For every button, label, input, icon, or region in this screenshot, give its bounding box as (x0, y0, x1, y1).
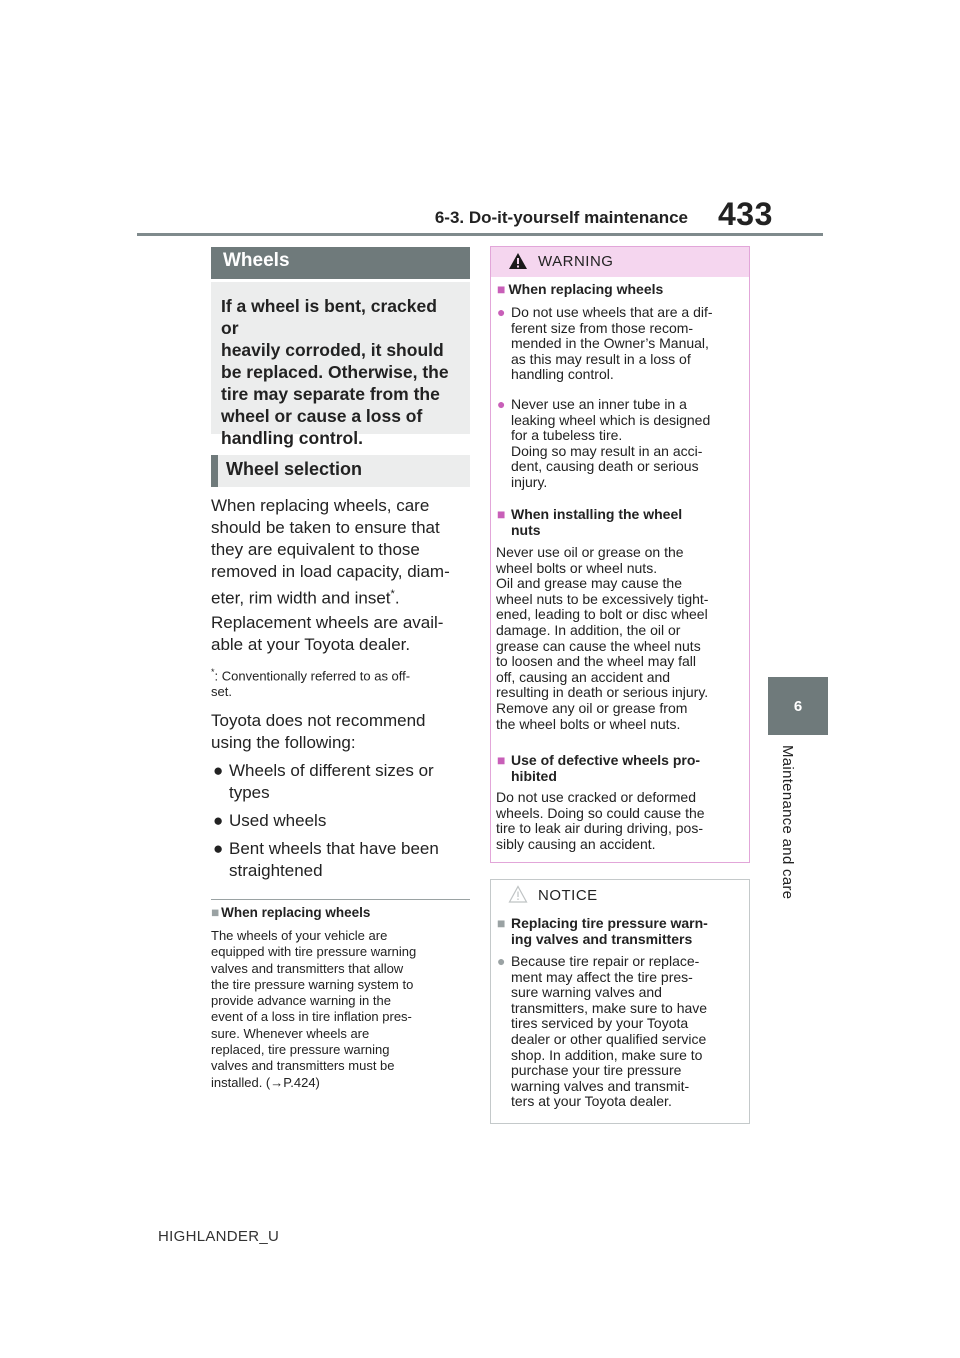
warning-label: WARNING (538, 253, 614, 270)
paragraph-replacing-wheels-end: . (394, 588, 400, 608)
notice-section-heading-text: Replacing tire pressure warn- ing valves and transmitters (511, 915, 708, 947)
bullet-icon: ● (213, 839, 224, 858)
running-header-section: 6-3. Do-it-yourself maintenance (434, 208, 688, 227)
note-divider (211, 899, 470, 900)
notice-label: NOTICE (538, 887, 598, 904)
footnote-reference: * (390, 588, 395, 600)
list-item-text: Used wheels (229, 811, 327, 830)
bullet-icon: ● (497, 953, 506, 969)
paragraph-replacement-dealer: Replacement wheels are avail- able at your Toyota dealer. (211, 613, 444, 654)
notice-triangle-icon (508, 885, 528, 903)
intro-summary: If a wheel is bent, cracked or heavily corroded, it should be replaced. Otherwise, the tire may separate from the wheel or cause a loss of handling control. (211, 282, 470, 434)
bullet-icon: ● (213, 811, 224, 830)
chapter-title: Maintenance and care (779, 745, 796, 900)
footnote-mark: * (211, 667, 215, 677)
square-marker-icon: ■ (497, 506, 506, 522)
paragraph-replacing-wheels (211, 495, 473, 610)
paragraph-replacing-wheels-text: When replacing wheels, care should be taken to ensure that they are equivalent to those removed in load capacity, diam- eter, rim width and inset (211, 496, 450, 608)
warning-section-heading-text: Use of defective wheels pro- hibited (511, 752, 701, 784)
square-marker-icon: ■ (211, 905, 220, 920)
list-item (213, 760, 471, 804)
warning-item-text: Never use an inner tube in a leaking wheel which is designed for a tubeless tire. Doing so may result in an acci- dent, causing death or serious injury. (511, 396, 711, 490)
square-marker-icon: ■ (497, 752, 506, 768)
page-number: 433 (718, 196, 773, 232)
warning-paragraph: Never use oil or grease on the wheel bolts or wheel nuts. Oil and grease may cause the wheel nuts to be excessively tight- ened, leading to bolt or disc wheel damage. In addition, the oil or grease can cause the wheel nuts to loosen and the wheel may fall off, causing an accident and resulting in death or serious injury. Remove any oil or grease from the wheel bolts or wheel nuts. (496, 544, 709, 732)
warning-section-heading (497, 506, 742, 538)
chapter-number: 6 (793, 697, 803, 715)
warning-item (497, 305, 742, 383)
warning-section-heading (497, 752, 742, 784)
list-item-text: Wheels of different sizes or types (229, 761, 434, 802)
warning-section-heading (497, 281, 742, 297)
footnote-text: : Conventionally referred to as off- set. (211, 668, 411, 700)
section-heading-wheels: Wheels (211, 247, 470, 279)
footer-model: HIGHLANDER_U (158, 1228, 280, 1245)
header-rule (137, 233, 823, 236)
note-heading-text: When replacing wheels (221, 905, 371, 920)
list-item-text: Bent wheels that have been straightened (229, 839, 439, 880)
notice-item-text: Because tire repair or replace- ment may affect the tire pres- sure warning valves and transmitters, make sure to have tires serviced by your Toyota dealer or other qualified service shop. In addition, make sure to purchase your tire pressure warning valves and transmit- ters at your Toyota dealer. (511, 953, 708, 1110)
subsection-heading-wheel-selection: Wheel selection (211, 455, 470, 487)
bullet-icon: ● (497, 304, 506, 320)
chapter-tab (768, 677, 828, 735)
warning-section-heading-text: When installing the wheel nuts (511, 506, 683, 538)
list-item (213, 838, 471, 882)
notice-header (491, 880, 749, 912)
bullet-icon: ● (213, 761, 224, 780)
note-heading (211, 905, 370, 920)
warning-section-heading-text: When replacing wheels (508, 281, 664, 297)
warning-triangle-icon (508, 252, 528, 270)
warning-item (497, 397, 742, 490)
paragraph-not-recommended: Toyota does not recommend using the following: (211, 711, 426, 752)
bullet-icon: ● (497, 396, 506, 412)
note-body: The wheels of your vehicle are equipped with tire pressure warning valves and transmitters that allow the tire pressure warning system to provide advance warning in the event of a loss in tire inflation pres- sure. Whenever wheels are replaced, tire pressure warning valves and transmitters must be installed. (→P.424) (211, 928, 417, 1090)
footnote (211, 664, 473, 700)
warning-paragraph: Do not use cracked or deformed wheels. Doing so could cause the tire to leak air during driving, pos- sibly causing an accident. (496, 789, 705, 852)
notice-item (497, 954, 742, 1110)
list-item (213, 810, 471, 832)
square-marker-icon: ■ (497, 915, 506, 931)
notice-section-heading (497, 915, 742, 947)
warning-item-text: Do not use wheels that are a dif- ferent size from those recom- mended in the Owner’s Manual, as this may result in a loss of handling control. (511, 304, 713, 382)
warning-header (491, 247, 749, 277)
square-marker-icon: ■ (497, 281, 506, 297)
